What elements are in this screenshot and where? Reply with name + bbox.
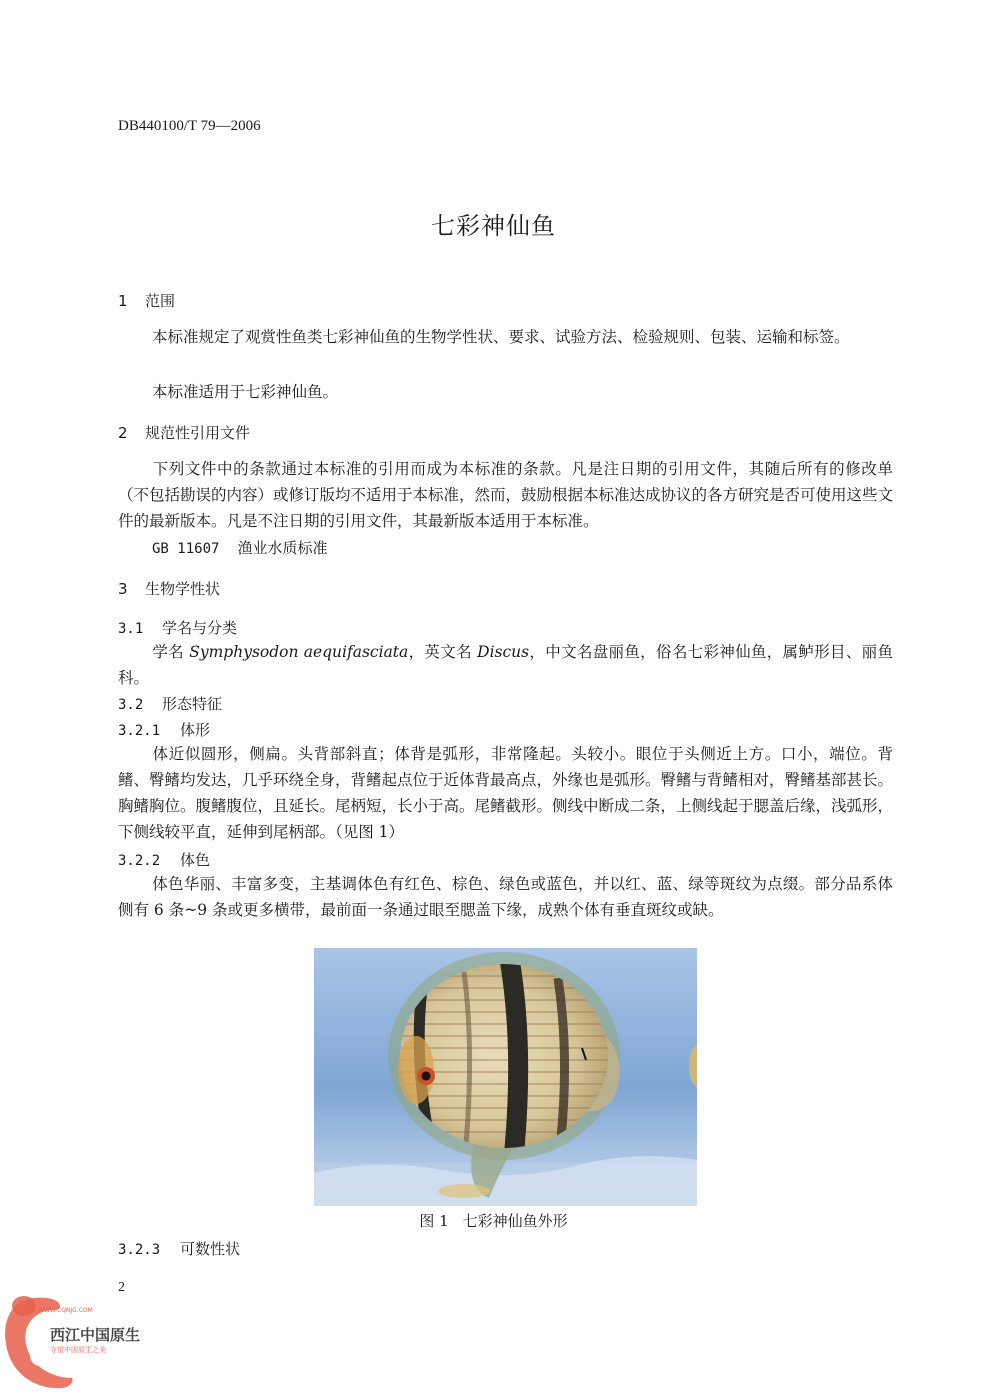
section-number: 3.1 [118,621,144,637]
watermark-slogan: 守望中国原生之美 [50,1346,106,1354]
section-title: 可数性状 [180,1240,241,1258]
page-title: 七彩神仙鱼 [431,212,556,240]
section-title: 形态特征 [162,695,223,713]
section-title: 学名与分类 [162,619,238,637]
figure-title: 七彩神仙鱼外形 [462,1212,568,1230]
section-3-2-1-heading [118,719,210,740]
section-title: 体形 [180,721,211,739]
watermark-site: WWW.CQNJG.COM [38,1307,93,1314]
watermark-logo [0,1280,180,1396]
section-1-paragraph-1: 本标准规定了观赏性鱼类七彩神仙鱼的生物学性状、要求、试验方法、检验规则、包装、运输和标签。 [152,328,850,346]
section-title: 体色 [180,851,211,869]
section-number: 3.2.2 [118,853,161,869]
section-title: 生物学性状 [145,580,221,598]
reference-code: GB 11607 [152,541,220,557]
section-number: 3.2.3 [118,1242,161,1258]
figure-number: 图 1 [419,1212,449,1230]
section-title: 规范性引用文件 [145,424,251,442]
section-number: 3.2 [118,697,144,713]
section-3-2-3-heading [118,1238,240,1259]
scientific-name: Symphysodon aequifasciata [189,643,409,661]
section-3-2-2-heading [118,849,210,870]
section-number: 3.2.1 [118,723,161,739]
section-3-1-paragraph: 学名 Symphysodon aequifasciata，英文名 Discus，中文名盘丽鱼，俗名七彩神仙鱼，属鲈形目、丽鱼科。 [118,643,893,687]
section-2-paragraph-1: 下列文件中的条款通过本标准的引用而成为本标准的条款。凡是注日期的引用文件，其随后所有的修改单（不包括勘误的内容）或修订版均不适用于本标准，然而，鼓励根据本标准达成协议的各方研究是否可使用这些文件的最新版本。凡是不注日期的引用文件，其最新版本适用于本标准。 [118,460,894,530]
section-title: 范围 [145,292,176,310]
section-3-1-heading [118,617,237,638]
figure-caption [0,1210,987,1231]
normative-reference [152,537,327,558]
document-code: DB440100/T 79—2006 [118,118,261,134]
section-number: 2 [118,424,128,442]
english-name: Discus [477,643,530,661]
section-2-heading [118,422,250,443]
section-number: 1 [118,292,128,310]
section-number: 3 [118,580,128,598]
section-3-2-heading [118,693,222,714]
section-3-heading [118,578,220,599]
section-1-paragraph-2: 本标准适用于七彩神仙鱼。 [152,383,339,401]
section-1-heading [118,290,175,311]
watermark-name: 西江中国原生 [50,1326,141,1344]
discus-fish-photo [314,948,697,1206]
section-3-2-1-paragraph: 体近似圆形，侧扁。头背部斜直；体背是弧形，非常隆起。头较小。眼位于头侧近上方。口小，端位。背鳍、臀鳍均发达，几乎环绕全身，背鳍起点位于近体背最高点，外缘也是弧形。臀鳍与背鳍相对，臀鳍基部甚长。胸鳍胸位。腹鳍腹位，且延长。尾柄短，长小于高。尾鳍截形。侧线中断成二条，上侧线起于腮盖后缘，浅弧形，下侧线较平直，延伸到尾柄部。（见图 1） [118,745,894,841]
page-number: 2 [118,1280,125,1295]
reference-title: 渔业水质标准 [237,539,328,557]
section-3-2-2-paragraph: 体色华丽、丰富多变，主基调体色有红色、棕色、绿色或蓝色，并以红、蓝、绿等斑纹为点缀。部分品系体侧有 6 条~9 条或更多横带，最前面一条通过眼至腮盖下缘，成熟个体有垂直斑纹或缺。 [118,875,893,919]
